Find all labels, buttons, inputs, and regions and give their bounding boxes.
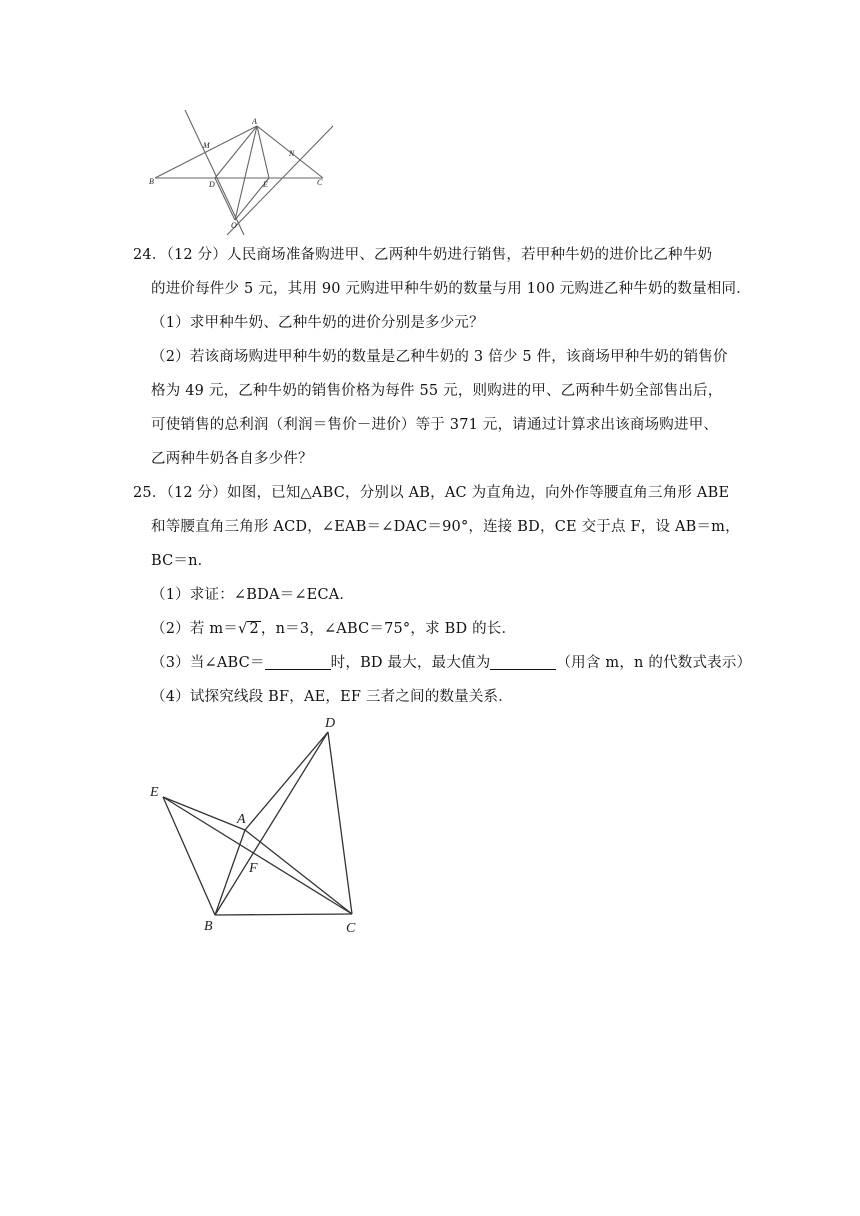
- q25-part-2-prefix: （2）若 m＝: [151, 621, 238, 637]
- label-f: F: [249, 861, 258, 876]
- sqrt-symbol: √ 2: [237, 621, 259, 637]
- figure-q25: [145, 712, 370, 940]
- q25-part-3-c: （用含 m，n 的代数式表示）: [556, 655, 752, 671]
- q25-part-3-b: 时，BD 最大，最大值为: [330, 655, 491, 671]
- label-c: C: [346, 921, 356, 936]
- label-d: D: [325, 716, 336, 731]
- figure-q23-svg: [145, 110, 340, 235]
- q25-line-1: 25．（12 分）如图，已知△ABC，分别以 AB，AC 为直角边，向外作等腰直角三角形 ABE: [133, 485, 730, 501]
- seg-bd: [215, 732, 328, 915]
- label-b: B: [204, 919, 213, 934]
- line-do: [215, 178, 235, 220]
- sqrt-radicand: 2: [249, 621, 259, 637]
- seg-bc: [215, 914, 352, 915]
- seg-ad: [245, 732, 328, 830]
- q24-line-4: （2）若该商场购进甲种牛奶的数量是乙种牛奶的 3 倍少 5 件，该商场甲种牛奶的销售价: [151, 349, 728, 365]
- label-a: A: [252, 117, 257, 126]
- q25-part-3: [151, 654, 751, 672]
- q25-line-2: 和等腰直角三角形 ACD，∠EAB＝∠DAC＝90°，连接 BD，CE 交于点 F，设 AB＝m，: [151, 519, 740, 535]
- q25-part-3-a: （3）当∠ABC＝: [151, 655, 265, 671]
- line-ba: [155, 126, 257, 178]
- q24-line-5: 格为 49 元，乙种牛奶的销售价格为每件 55 元，则购进的甲、乙两种牛奶全部售出后，: [151, 383, 723, 399]
- q24-line-6: 可使销售的总利润（利润＝售价－进价）等于 371 元，请通过计算求出该商场购进甲、: [151, 417, 719, 433]
- q25-part-1: （1）求证：∠BDA＝∠ECA．: [151, 587, 355, 603]
- q24-line-2: 的进价每件少 5 元，其用 90 元购进甲种牛奶的数量与用 100 元购进乙种牛奶的数量相同．: [151, 281, 751, 297]
- q25-line-3: BC＝n．: [151, 553, 213, 569]
- label-o: O: [231, 221, 237, 230]
- label-m: M: [203, 141, 210, 150]
- label-e: E: [263, 180, 268, 189]
- label-b: B: [149, 177, 154, 186]
- seg-ac: [245, 830, 352, 914]
- q24-line-7: 乙两种牛奶各自多少件？: [151, 451, 313, 467]
- label-a: A: [237, 812, 246, 827]
- answer-blank-max[interactable]: [490, 655, 556, 670]
- seg-dc: [328, 732, 352, 914]
- label-e: E: [150, 785, 159, 800]
- label-d: D: [209, 180, 215, 189]
- q25-part-4: （4）试探究线段 BF，AE，EF 三者之间的数量关系．: [151, 689, 513, 705]
- answer-blank-angle[interactable]: [265, 655, 331, 670]
- label-c: C: [317, 178, 323, 187]
- figure-q25-svg: [145, 712, 370, 940]
- q25-part-2-suffix: ，n＝3，∠ABC＝75°，求 BD 的长．: [260, 621, 517, 637]
- label-n: N: [289, 149, 295, 158]
- line-m-o: [185, 110, 244, 235]
- q24-line-3: （1）求甲种牛奶、乙种牛奶的进价分别是多少元？: [151, 315, 484, 331]
- figure-q23: [145, 110, 340, 235]
- q24-line-1: 24．（12 分）人民商场准备购进甲、乙两种牛奶进行销售，若甲种牛奶的进价比乙种牛奶: [133, 247, 713, 263]
- q25-part-2: [151, 620, 516, 638]
